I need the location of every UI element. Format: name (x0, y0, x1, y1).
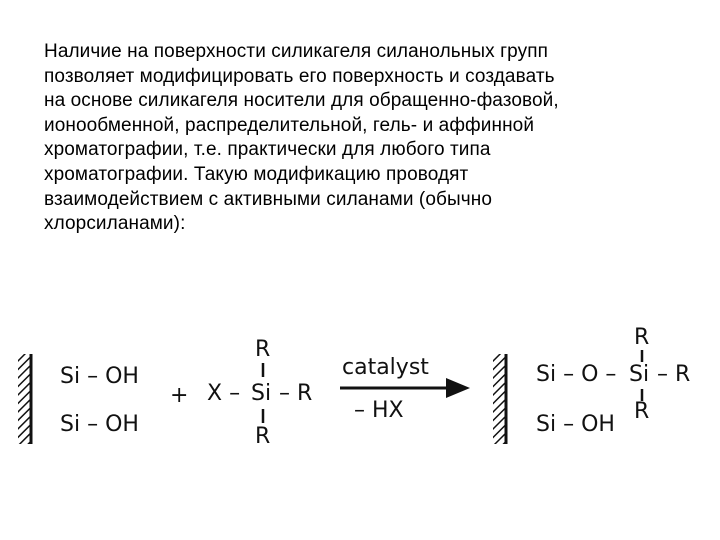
reaction-scheme (0, 310, 720, 460)
paragraph-line: взаимодействием с активными силанами (обычно (44, 188, 493, 210)
silica-surface-left (18, 354, 31, 444)
product-silanol-remaining: Si – OH (536, 412, 615, 437)
silane-r-top: R (255, 337, 271, 362)
paragraph-line: хроматографии. Такую модификацию проводят (44, 163, 469, 185)
reaction-arrow (340, 378, 470, 398)
arrow-label-byproduct: – HX (354, 398, 404, 423)
silica-surface-right (493, 354, 506, 444)
paragraph-line: на основе силикагеля носители для обращенно-фазовой, (44, 90, 559, 112)
paragraph-line: ионообменной, распределительной, гель- и аффинной (44, 114, 535, 136)
description-paragraph (44, 40, 714, 237)
arrow-label-catalyst: catalyst (342, 355, 429, 380)
product-r-bottom: R (634, 399, 650, 424)
silane-r-bottom: R (255, 424, 271, 449)
product-r-right: – R (657, 362, 691, 387)
product-siloxane-bond: Si – O – (536, 362, 617, 387)
product-r-top: R (634, 325, 650, 350)
silane-r-right: – R (279, 381, 313, 406)
paragraph-line: позволяет модифицировать его поверхность и создавать (44, 65, 555, 87)
reactant-silanol-top: Si – OH (60, 364, 139, 389)
silane-x-group: X – (207, 381, 241, 406)
plus-sign: + (170, 383, 189, 408)
paragraph-line: Наличие на поверхности силикагеля силанольных групп (44, 41, 548, 62)
paragraph-line: хроматографии, т.е. практически для любого типа (44, 139, 491, 161)
reactant-silanol-bottom: Si – OH (60, 412, 139, 437)
silane-si-atom: Si (251, 381, 272, 406)
paragraph-line: хлорсиланами): (44, 213, 186, 235)
product-si-atom: Si (629, 362, 650, 387)
